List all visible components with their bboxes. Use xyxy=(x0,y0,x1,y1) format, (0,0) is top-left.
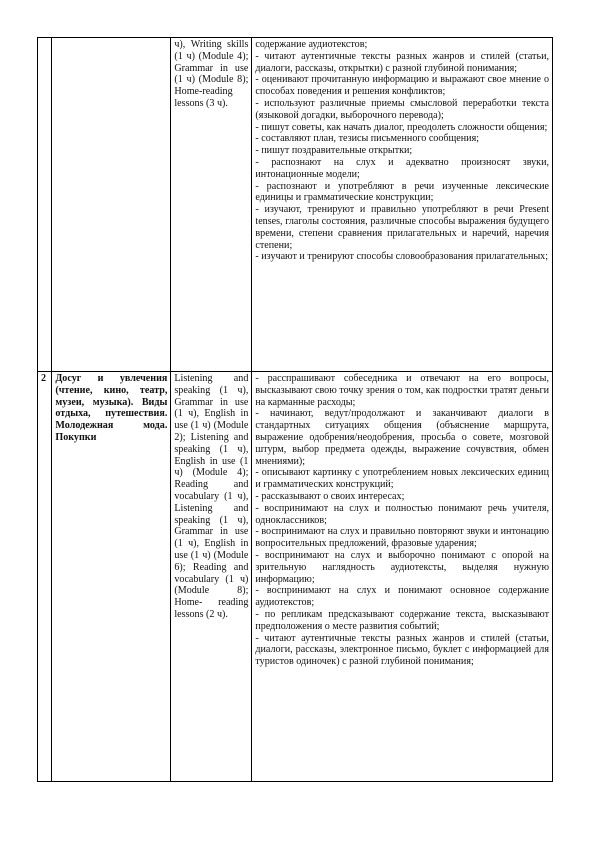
activity-item: - оценивают прочитанную информацию и выражают свое мнение о способах поведения и решения конфликтов; xyxy=(255,74,549,98)
row-activities xyxy=(252,372,553,782)
row-topic: Досуг и увлечения (чтение, кино, театр, музеи, музыка). Виды отдыха, путешествия. Молодежная мода. Покупки xyxy=(52,372,171,782)
activity-item: - рассказывают о своих интересах; xyxy=(255,490,405,502)
activity-item: - читают аутентичные тексты разных жанров и стилей (статьи, диалоги, рассказы, открытки) с разной глубиной понимания; xyxy=(255,50,549,74)
activity-item: - расспрашивают собеседника и отвечают на его вопросы, высказывают свою точку зрения о том, как подростки тратят деньги на карманные расходы; xyxy=(255,373,549,408)
activity-item: - воспринимают на слух и полностью понимают речь учителя, одноклассников; xyxy=(255,502,549,526)
activity-item: - изучают и тренируют способы словообразования прилагательных; xyxy=(255,251,549,263)
row-hours: ч), Writing skills (1 ч) (Module 4); Grammar in use (1 ч) (Module 8); Home-reading lessons (3 ч). xyxy=(171,38,252,372)
activity-item: - используют различные приемы смысловой переработки текста (языковой догадки, выборочного перевода); xyxy=(255,97,549,121)
row-activities xyxy=(252,38,553,372)
activity-item: - описывают картинку с употреблением новых лексических единиц и грамматических конструкций; xyxy=(255,467,549,491)
activity-item: - начинают, ведут/продолжают и заканчивают диалоги в стандартных ситуациях общения (объяснение маршрута, выражение одобрения/неодобрения, просьба о совете, мозговой штурм, выбор предмета одежды, выражение сочувствия, обмен мнениями); xyxy=(255,408,549,467)
row-number: 2 xyxy=(38,372,52,782)
activity-item: - изучают, тренируют и правильно употребляют в речи Present tenses, глаголы состояния, различные способы выражения будущего времени, степени сравнения прилагательных и наречий, наречия степени; xyxy=(255,204,549,251)
table-row xyxy=(38,38,553,372)
activity-item: - распознают и употребляют в речи изученные лексические единицы и грамматические конструкции; xyxy=(255,180,549,204)
row-number xyxy=(38,38,52,372)
activity-item: - читают аутентичные тексты разных жанров и стилей (статьи, диалоги, рассказы, электронное письмо, буклет с информацией для туристов одиночек) с разной глубиной понимания; xyxy=(255,632,549,668)
activity-item: - распознают на слух и адекватно произносят звуки, интонационные модели; xyxy=(255,156,549,180)
activity-item: - воспринимают на слух и выборочно понимают с опорой на зрительную наглядность аудиотексты, выделяя нужную информацию; xyxy=(255,549,549,585)
activity-item: - по репликам предсказывают содержание текста, высказывают предположения о месте развития событий; xyxy=(255,608,549,632)
row-hours: Listening and speaking (1 ч), Grammar in use (1 ч), English in use (1 ч) (Module 2); Listening and speaking (1 ч), English in use (1 ч) (Module 4); Reading and vocabulary (1 ч), Listening and speaking (1 ч), Grammar in use (1 ч), English in use (1 ч) (Module 6); Reading and vocabulary (1 ч) (Module 8); Home- reading lessons (2 ч). xyxy=(171,372,252,782)
activity-item: - воспринимают на слух и правильно повторяют звуки и интонацию вопросительных предложений, фразовые ударения; xyxy=(255,526,549,550)
program-table xyxy=(37,37,553,782)
activity-item: содержание аудиотекстов; xyxy=(255,39,368,50)
row-topic xyxy=(52,38,171,372)
table-row xyxy=(38,372,553,782)
activity-item: - пишут поздравительные открытки; xyxy=(255,145,413,157)
activity-item: - составляют план, тезисы письменного сообщения; xyxy=(255,133,480,145)
activity-item: - пишут советы, как начать диалог, преодолеть сложности общения; xyxy=(255,121,548,133)
activity-item: - воспринимают на слух и понимают основное содержание аудиотекстов; xyxy=(255,585,549,609)
